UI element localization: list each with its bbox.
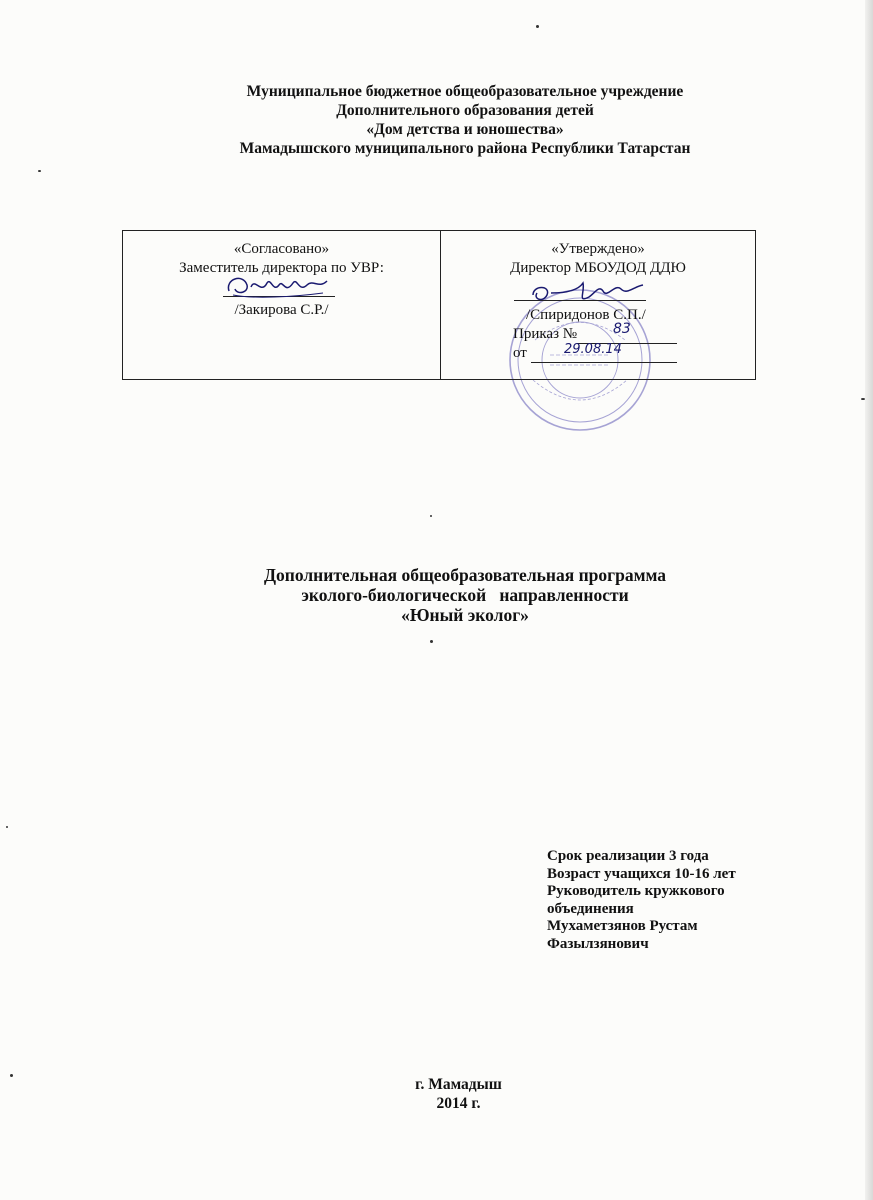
approved-signature bbox=[529, 279, 649, 309]
order-label: Приказ № bbox=[513, 326, 578, 342]
info-leader-title-2: объединения bbox=[547, 900, 634, 917]
order-number: 83 bbox=[613, 321, 631, 337]
footer-year: 2014 г. bbox=[436, 1095, 481, 1112]
header-line-1: Муниципальное бюджетное общеобразовательное учреждение bbox=[246, 83, 684, 100]
approval-approved-cell bbox=[441, 231, 755, 379]
title-line-2: эколого-биологической направленности bbox=[301, 585, 629, 605]
footer-city: г. Мамадыш bbox=[415, 1076, 502, 1093]
info-leader-name-2: Фазылзянович bbox=[547, 935, 649, 952]
agreed-signature bbox=[223, 269, 333, 303]
info-age: Возраст учащихся 10-16 лет bbox=[547, 865, 736, 882]
approval-table bbox=[122, 230, 756, 380]
date-label: от bbox=[513, 345, 527, 361]
header-line-2: Дополнительного образования детей bbox=[336, 102, 594, 119]
approval-agreed-cell bbox=[123, 231, 441, 379]
scan-speck bbox=[536, 25, 539, 28]
scan-speck bbox=[430, 640, 433, 643]
agreed-role: Заместитель директора по УВР: bbox=[179, 260, 384, 276]
scan-speck bbox=[38, 170, 41, 172]
scan-speck bbox=[6, 826, 8, 828]
header-line-4: Мамадышского муниципального района Республики Татарстан bbox=[239, 140, 691, 157]
header-line-3: «Дом детства и юношества» bbox=[366, 121, 564, 138]
agreed-name: /Закирова С.Р./ bbox=[234, 302, 329, 318]
program-title bbox=[0, 565, 873, 625]
approved-role: Директор МБОУДОД ДДЮ bbox=[510, 260, 686, 276]
info-duration: Срок реализации 3 года bbox=[547, 848, 709, 864]
scan-speck bbox=[430, 515, 432, 517]
program-info bbox=[547, 848, 777, 953]
institution-header bbox=[0, 82, 873, 158]
title-line-3: «Юный эколог» bbox=[401, 605, 529, 625]
title-line-1: Дополнительная общеобразовательная программа bbox=[263, 565, 667, 585]
approved-name: /Спиридонов С.П./ bbox=[526, 307, 646, 323]
scan-speck bbox=[10, 1074, 13, 1077]
agreed-heading: «Согласовано» bbox=[233, 241, 330, 257]
date-value: 29.08.14 bbox=[564, 342, 622, 357]
date-line bbox=[531, 362, 677, 363]
approved-heading: «Утверждено» bbox=[551, 241, 645, 257]
info-leader-name-1: Мухаметзянов Рустам bbox=[547, 918, 698, 934]
document-footer bbox=[0, 1075, 873, 1113]
scan-speck bbox=[861, 398, 865, 400]
info-leader-title-1: Руководитель кружкового bbox=[547, 883, 725, 899]
